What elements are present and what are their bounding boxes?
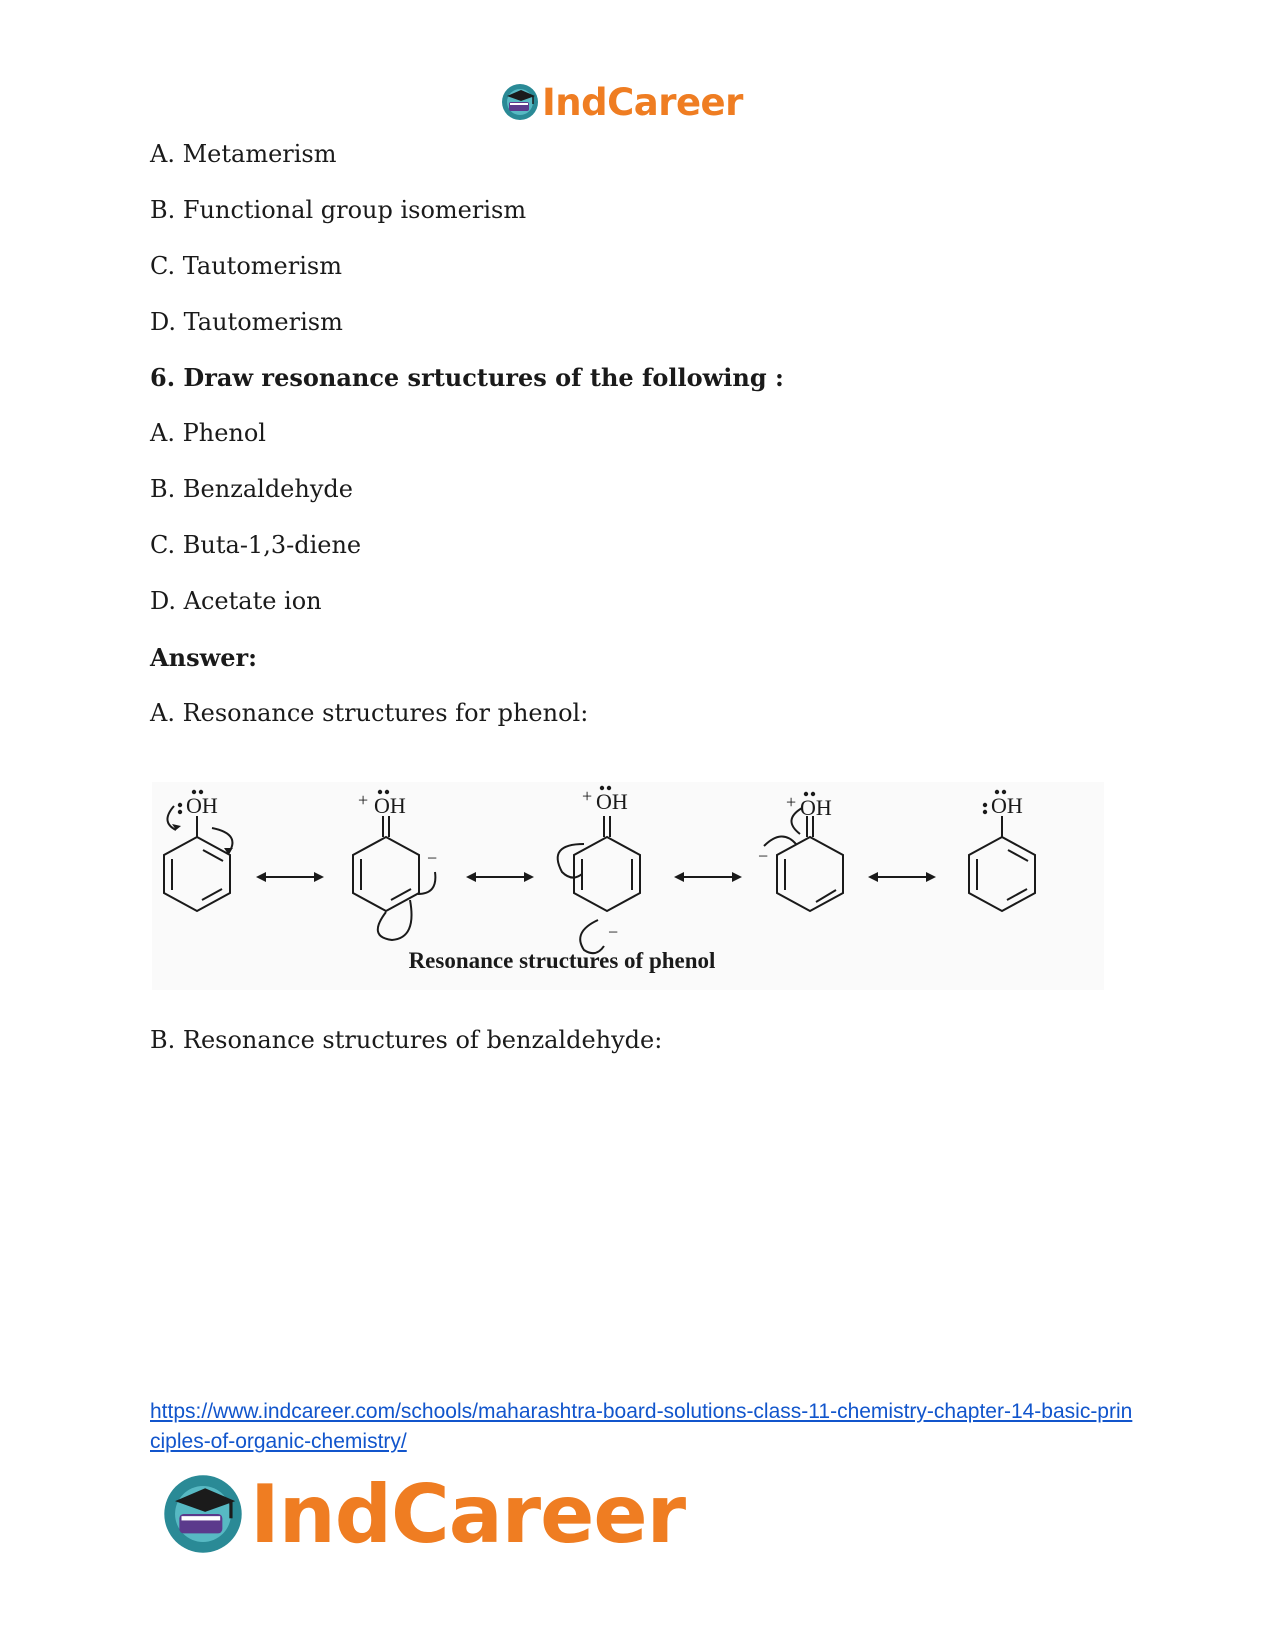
indcareer-logo-header <box>500 80 743 124</box>
oh-label-2: OH <box>374 793 406 818</box>
graduation-book-icon <box>500 82 540 122</box>
question-option-a: A. Phenol <box>150 419 266 447</box>
indcareer-logo-footer <box>160 1468 685 1560</box>
plus-sign-4: + <box>786 792 797 812</box>
phenol-structure-1 <box>164 806 232 911</box>
figure-caption: Resonance structures of phenol <box>408 948 716 973</box>
phenol-structure-2 <box>353 816 438 940</box>
plus-sign-2: + <box>358 790 369 810</box>
answer-part-a: A. Resonance structures for phenol: <box>150 699 589 727</box>
question-option-c: C. Buta-1,3-diene <box>150 531 362 559</box>
logo-wordmark: IndCareer <box>542 80 743 124</box>
option-d-tautomerism: D. Tautomerism <box>150 308 343 336</box>
question-option-d: D. Acetate ion <box>150 587 322 615</box>
question-6-title: 6. Draw resonance srtuctures of the following : <box>150 363 784 392</box>
oh-label-3: OH <box>596 789 628 814</box>
logo-wordmark: IndCareer <box>250 1467 686 1561</box>
minus-sign-3: − <box>608 922 619 942</box>
source-url-link[interactable]: https://www.indcareer.com/schools/maharashtra-board-solutions-class-11-chemistry-chapter-14-basic-principles-of-organic-chemistry/ <box>150 1400 1133 1453</box>
option-b-functional-group: B. Functional group isomerism <box>150 196 527 224</box>
oh-label-4: OH <box>800 795 832 820</box>
answer-part-b: B. Resonance structures of benzaldehyde: <box>150 1026 663 1054</box>
phenol-structure-5 <box>969 816 1035 911</box>
question-option-b: B. Benzaldehyde <box>150 475 353 503</box>
phenol-resonance-figure <box>152 782 1104 990</box>
oh-label-5: OH <box>991 793 1023 818</box>
oh-label-1: OH <box>186 793 218 818</box>
option-c-tautomerism: C. Tautomerism <box>150 252 342 280</box>
phenol-structure-3 <box>558 816 640 953</box>
option-a-metamerism: A. Metamerism <box>150 140 337 168</box>
phenol-structure-4 <box>764 808 843 911</box>
minus-sign-4: − <box>758 846 769 866</box>
answer-heading: Answer: <box>150 643 258 672</box>
plus-sign-3: + <box>582 786 593 806</box>
graduation-book-icon <box>160 1471 246 1557</box>
minus-sign-2: − <box>427 848 438 868</box>
